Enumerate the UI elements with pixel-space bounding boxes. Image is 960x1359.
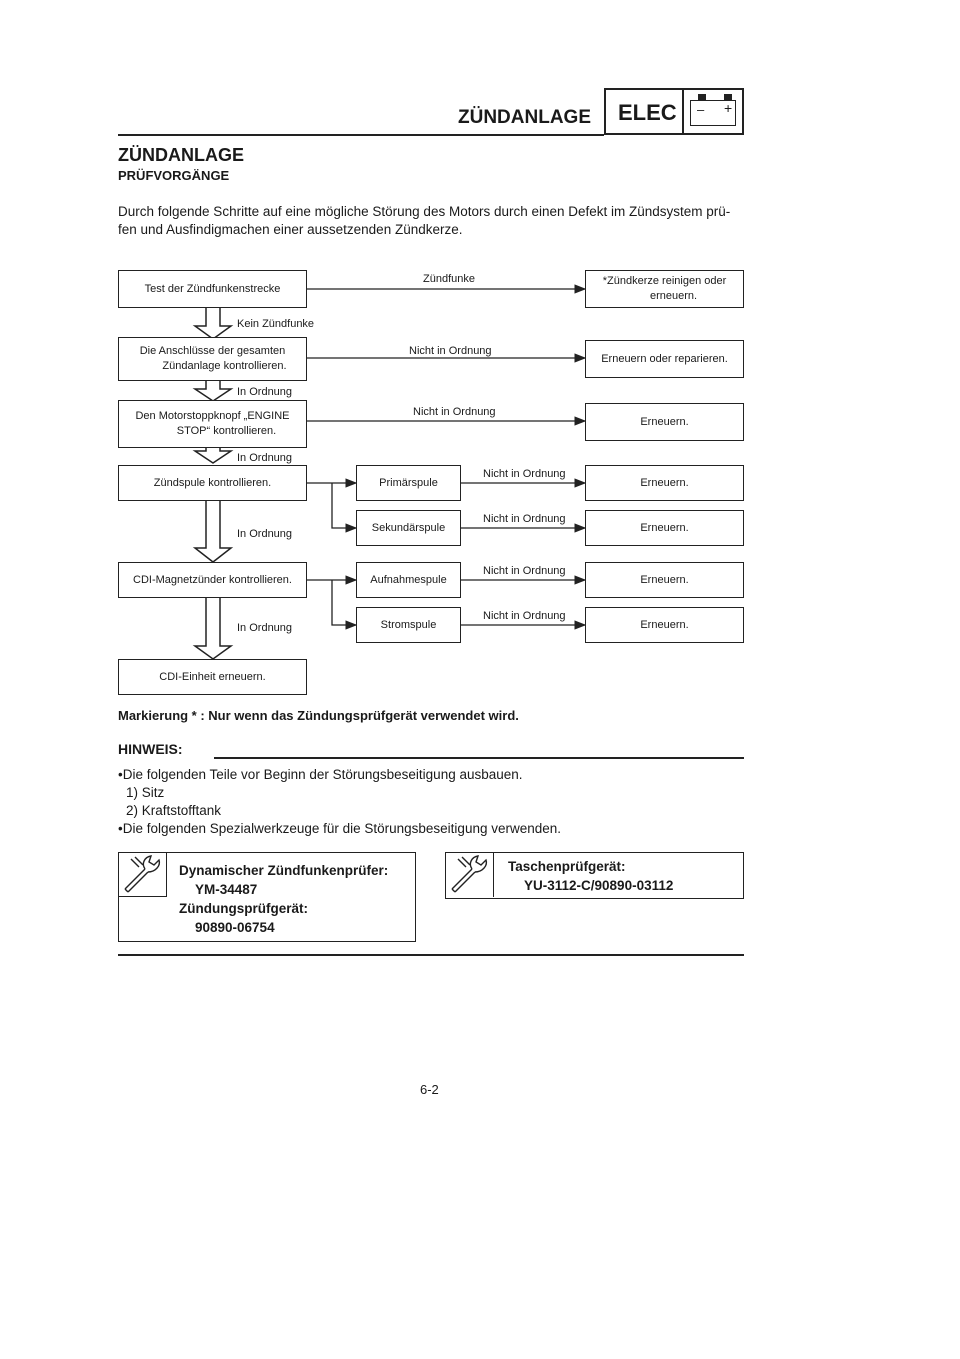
intro-line: Durch folgende Schritte auf eine mögliche Störung des Motors durch einen Defekt im Zündsystem prü- [118,204,731,219]
result-text: Erneuern. [640,521,689,534]
label-no-spark: Kein Zündfunke [237,318,315,330]
tool-name: Taschenprüfgerät: [508,859,626,874]
list-item: 2) Kraftstofftank [126,803,222,818]
list-item: 1) Sitz [126,785,165,800]
result-text: Erneuern. [640,618,689,631]
hinweis-rule [214,757,744,759]
step-text: Den Motorstoppknopf „ENGINE [135,410,290,422]
label-not-ok: Nicht in Ordnung [483,468,566,480]
tool-box-left [118,852,416,942]
sub-secondary-coil [356,510,461,546]
battery-minus-icon: – [697,102,705,117]
label-ok: In Ordnung [237,386,293,398]
label-ok: In Ordnung [237,622,293,634]
label-ok: In Ordnung [237,528,293,540]
step-text: Zündanlage kontrollieren. [162,360,287,372]
tool-name: Zündungsprüfgerät: [179,901,308,916]
step-check-cdi-magneto [118,562,307,598]
sub-text: Primärspule [379,476,438,489]
result-replace [585,403,744,441]
list-item: •Die folgenden Spezialwerkzeuge für die Störungsbeseitigung verwenden. [118,821,562,836]
step-check-engine-stop [118,400,307,448]
bottom-rule [118,954,744,956]
elec-badge-label: ELEC [618,100,677,125]
page-title: ZÜNDANLAGE [118,145,244,165]
result-clean-plug [585,270,744,308]
result-text: Erneuern. [640,476,689,489]
hinweis-list [118,766,561,838]
list-item: •Die folgenden Teile vor Beginn der Störungsbeseitigung ausbauen. [118,767,523,782]
tool-text-left [179,861,388,937]
result-replace [585,562,744,598]
page-number: 6-2 [420,1082,439,1097]
sub-text: Aufnahmespule [370,573,447,586]
result-replace [585,510,744,546]
step-check-ignition-coil [118,465,307,501]
label-spark: Zündfunke [423,273,475,285]
label-not-ok: Nicht in Ordnung [483,565,566,577]
sub-text: Stromspule [380,618,437,631]
sub-pickup-coil [356,562,461,598]
tool-text-right [508,857,673,895]
label-ok: In Ordnung [237,452,293,464]
hinweis-heading: HINWEIS: [118,741,183,757]
label-not-ok: Nicht in Ordnung [483,513,566,525]
intro-line: fen und Ausfindigmachen einer aussetzenden Zündkerze. [118,222,463,237]
tool-number: 90890-06754 [195,920,275,935]
tool-box-right [445,852,744,899]
result-text: *Zündkerze reinigen oder [602,275,727,287]
step-check-connections [118,337,307,381]
step-text: Die Anschlüsse der gesamten [139,345,286,357]
page-subtitle: PRÜFVORGÄNGE [118,168,230,183]
label-not-ok: Nicht in Ordnung [409,345,492,357]
marking-note: Markierung * : Nur wenn das Zündungsprüfgerät verwendet wird. [118,708,519,723]
sub-text: Sekundärspule [371,521,446,534]
result-text: Erneuern. [640,415,689,428]
header-section-title: ZÜNDANLAGE [458,107,591,128]
result-replace [585,607,744,643]
step-replace-cdi [118,659,307,695]
sub-source-coil [356,607,461,643]
tool-icon [119,853,167,897]
result-text: Erneuern oder reparieren. [601,352,728,365]
step-spark-gap-test [118,270,307,308]
result-replace-repair [585,340,744,378]
tool-name: Dynamischer Zündfunkenprüfer: [179,863,389,878]
result-text: erneuern. [649,290,698,302]
step-text: CDI-Magnetzünder kontrollieren. [133,573,292,586]
step-text: CDI-Einheit erneuern. [159,670,266,683]
step-text: STOP“ kontrollieren. [176,425,277,437]
sub-primary-coil [356,465,461,501]
label-not-ok: Nicht in Ordnung [413,406,496,418]
step-text: Zündspule kontrollieren. [153,476,272,489]
tool-icon [446,853,494,897]
result-replace [585,465,744,501]
tool-number: YM-34487 [195,882,258,897]
battery-plus-icon: + [724,100,733,116]
result-text: Erneuern. [640,573,689,586]
label-not-ok: Nicht in Ordnung [483,610,566,622]
tool-number: YU-3112-C/90890-03112 [524,878,674,893]
step-text: Test der Zündfunkenstrecke [144,282,281,295]
